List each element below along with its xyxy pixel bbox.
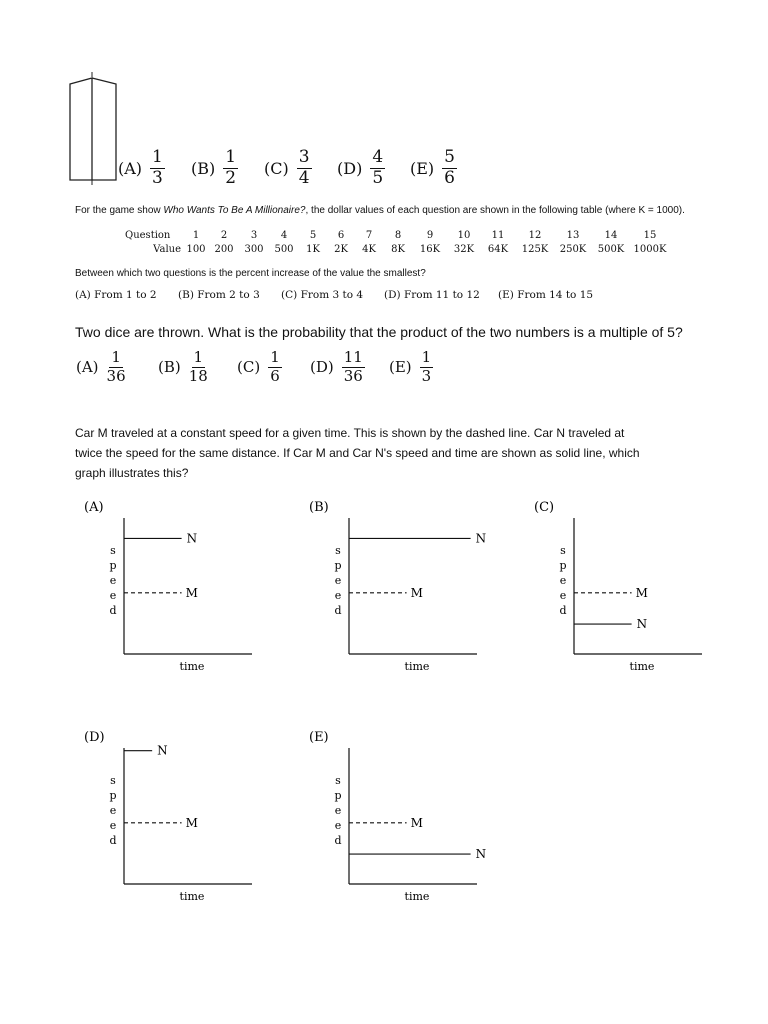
numerator: 1: [193, 348, 204, 366]
row-label: Question: [125, 230, 171, 241]
prompt-line: graph illustrates this?: [75, 466, 189, 480]
y-axis-letter: e: [334, 804, 342, 817]
y-axis-letter: d: [109, 834, 117, 847]
question-number-cell: 10: [457, 230, 471, 241]
label-n: N: [636, 617, 648, 632]
y-axis-letter: s: [335, 544, 341, 557]
denominator: 2: [225, 167, 237, 188]
prompt-line: Car M traveled at a constant speed for a given time. This is shown by the dashed line. Car N traveled at: [75, 426, 625, 440]
speed-time-graph: [80, 726, 255, 906]
denominator: 6: [270, 366, 280, 385]
value-cell: 2K: [334, 244, 348, 255]
choice-a[interactable]: [76, 350, 126, 385]
x-axis-label: time: [179, 890, 205, 903]
value-cell: 32K: [453, 244, 475, 255]
question-number-cell: 6: [337, 230, 345, 241]
question-number-cell: 8: [394, 230, 402, 241]
y-axis-letter: d: [334, 834, 342, 847]
choice-letter: (C): [264, 158, 289, 178]
denominator: 3: [421, 366, 432, 385]
question-number-cell: 1: [192, 230, 200, 241]
y-axis-letter: s: [110, 544, 116, 557]
graph-option-a[interactable]: [80, 496, 255, 681]
speed-time-graph: [305, 726, 487, 906]
fraction: [107, 350, 126, 385]
choice-c[interactable]: [237, 350, 282, 385]
choice-letter: (A): [76, 358, 99, 377]
numerator: 4: [372, 147, 384, 167]
y-axis-letter: s: [110, 774, 116, 787]
fraction: [150, 149, 165, 188]
option-e[interactable]: (E) From 14 to 15: [498, 289, 594, 301]
graph-letter: (B): [309, 500, 329, 515]
graph-letter: (E): [309, 730, 329, 745]
question-number-cell: 7: [365, 230, 373, 241]
y-axis-letter: p: [109, 559, 117, 572]
question-number-cell: 13: [566, 230, 580, 241]
graph-letter: (D): [84, 730, 105, 745]
y-axis-letter: e: [559, 574, 567, 587]
graph-option-d[interactable]: [80, 726, 255, 911]
value-cell: 1000K: [633, 244, 667, 255]
choice-letter: (B): [191, 158, 216, 178]
question-number-cell: 5: [309, 230, 317, 241]
choice-e[interactable]: [410, 149, 457, 188]
label-n: N: [157, 743, 168, 758]
y-axis-letter: d: [109, 604, 117, 617]
y-axis-letter: e: [334, 819, 342, 832]
choice-letter: (E): [410, 158, 435, 178]
value-cells: [183, 244, 669, 255]
x-axis-label: time: [179, 660, 205, 673]
table-row-values: [125, 244, 669, 255]
speed-time-graph: [530, 496, 705, 676]
numerator: 3: [298, 147, 310, 167]
denominator: 6: [444, 167, 455, 188]
value-cell: 8K: [391, 244, 405, 255]
choice-letter: (B): [158, 358, 181, 377]
y-axis-letter: e: [334, 574, 342, 587]
question-number-cell: 3: [250, 230, 258, 241]
y-axis-letter: p: [109, 789, 117, 802]
question-number-cell: 9: [426, 230, 434, 241]
option-b[interactable]: (B) From 2 to 3: [178, 289, 260, 301]
denominator: 3: [152, 167, 163, 188]
y-axis-letter: e: [109, 574, 117, 587]
y-axis-letter: s: [560, 544, 566, 557]
question-3-prompt: Two dice are thrown. What is the probability that the product of the two numbers is a multiple of 5?: [75, 324, 683, 340]
choice-letter: (E): [389, 358, 412, 377]
question-number-cell: 15: [643, 230, 657, 241]
numerator: 1: [225, 147, 237, 167]
speed-time-graph: [305, 496, 487, 676]
label-m: M: [185, 585, 198, 600]
value-cell: 4K: [362, 244, 376, 255]
prompt-text: , the dollar values of each question are shown in the following table (where K = 1000).: [305, 205, 685, 216]
y-axis-letter: p: [334, 559, 342, 572]
value-cell: 1K: [306, 244, 320, 255]
x-axis-label: time: [629, 660, 655, 673]
prompt-line: twice the speed for the same distance. If Car M and Car N's speed and time are shown as solid line, which: [75, 446, 640, 460]
value-cell: 64K: [487, 244, 509, 255]
label-n: N: [475, 531, 487, 546]
y-axis-letter: e: [109, 804, 117, 817]
fraction: [189, 350, 208, 385]
show-title: Who Wants To Be A Millionaire?: [163, 205, 306, 216]
denominator: 4: [298, 167, 310, 188]
choice-letter: (C): [237, 358, 261, 377]
label-m: M: [410, 585, 423, 600]
fraction: [342, 350, 365, 385]
question-number-cell: 12: [528, 230, 542, 241]
fraction: [268, 350, 282, 385]
denominator: 36: [343, 366, 363, 385]
choice-c[interactable]: [264, 149, 312, 188]
denominator: 18: [188, 366, 208, 385]
label-n: N: [186, 531, 198, 546]
question-2-prompt: [75, 205, 685, 216]
choice-b[interactable]: [191, 149, 238, 188]
choice-letter: (A): [118, 158, 143, 178]
x-axis-label: time: [404, 890, 430, 903]
choice-a[interactable]: [118, 149, 165, 188]
graph-letter: (A): [84, 500, 104, 515]
graph-option-c[interactable]: [530, 496, 705, 681]
label-m: M: [635, 585, 648, 600]
fraction: [370, 149, 385, 188]
fraction: [442, 149, 457, 188]
y-axis-letter: p: [559, 559, 567, 572]
numerator: 5: [444, 147, 455, 167]
y-axis-letter: e: [334, 589, 342, 602]
label-n: N: [475, 847, 487, 862]
y-axis-letter: e: [109, 819, 117, 832]
row-label: Value: [153, 244, 181, 255]
value-cell: 16K: [419, 244, 441, 255]
numerator: 11: [343, 348, 363, 366]
y-axis-letter: e: [559, 589, 567, 602]
fraction: [297, 149, 312, 188]
question-4-prompt: [75, 423, 640, 483]
numerator: 1: [421, 348, 432, 366]
value-cell: 300: [244, 244, 264, 255]
choice-letter: (D): [337, 158, 363, 178]
y-axis-letter: d: [334, 604, 342, 617]
value-cell: 100: [186, 244, 206, 255]
question-2-text: Between which two questions is the percent increase of the value the smallest?: [75, 268, 426, 279]
value-cell: 125K: [521, 244, 549, 255]
value-cell: 500: [274, 244, 294, 255]
prompt-text: For the game show: [75, 205, 164, 216]
denominator: 5: [372, 167, 384, 188]
graph-option-e[interactable]: [305, 726, 487, 911]
question-number-cell: 11: [491, 230, 505, 241]
choice-d[interactable]: [337, 149, 385, 188]
choice-d[interactable]: [310, 350, 365, 385]
x-axis-label: time: [404, 660, 430, 673]
fraction: [223, 149, 238, 188]
speed-time-graph: [80, 496, 255, 676]
numerator: 1: [152, 147, 163, 167]
value-cell: 200: [214, 244, 234, 255]
value-cell: 250K: [559, 244, 587, 255]
y-axis-letter: p: [334, 789, 342, 802]
numerator: 1: [111, 348, 121, 366]
graph-option-b[interactable]: [305, 496, 487, 681]
y-axis-letter: d: [559, 604, 567, 617]
table-row-questions: [125, 230, 669, 241]
y-axis-letter: e: [109, 589, 117, 602]
question-number-cell: 2: [220, 230, 228, 241]
question-cells: [183, 230, 669, 241]
option-c[interactable]: (C) From 3 to 4: [281, 289, 364, 301]
question-number-cell: 14: [604, 230, 618, 241]
denominator: 36: [106, 366, 126, 385]
value-cell: 500K: [597, 244, 625, 255]
option-a[interactable]: (A) From 1 to 2: [75, 289, 157, 301]
choice-letter: (D): [310, 358, 334, 377]
numerator: 1: [270, 348, 280, 366]
option-d[interactable]: (D) From 11 to 12: [384, 289, 480, 301]
fraction: [420, 350, 434, 385]
choice-e[interactable]: [389, 350, 433, 385]
choice-b[interactable]: [158, 350, 208, 385]
y-axis-letter: s: [335, 774, 341, 787]
folded-paper-figure: [66, 72, 122, 190]
label-m: M: [410, 815, 423, 830]
question-number-cell: 4: [280, 230, 288, 241]
graph-letter: (C): [534, 500, 555, 515]
label-m: M: [185, 815, 198, 830]
